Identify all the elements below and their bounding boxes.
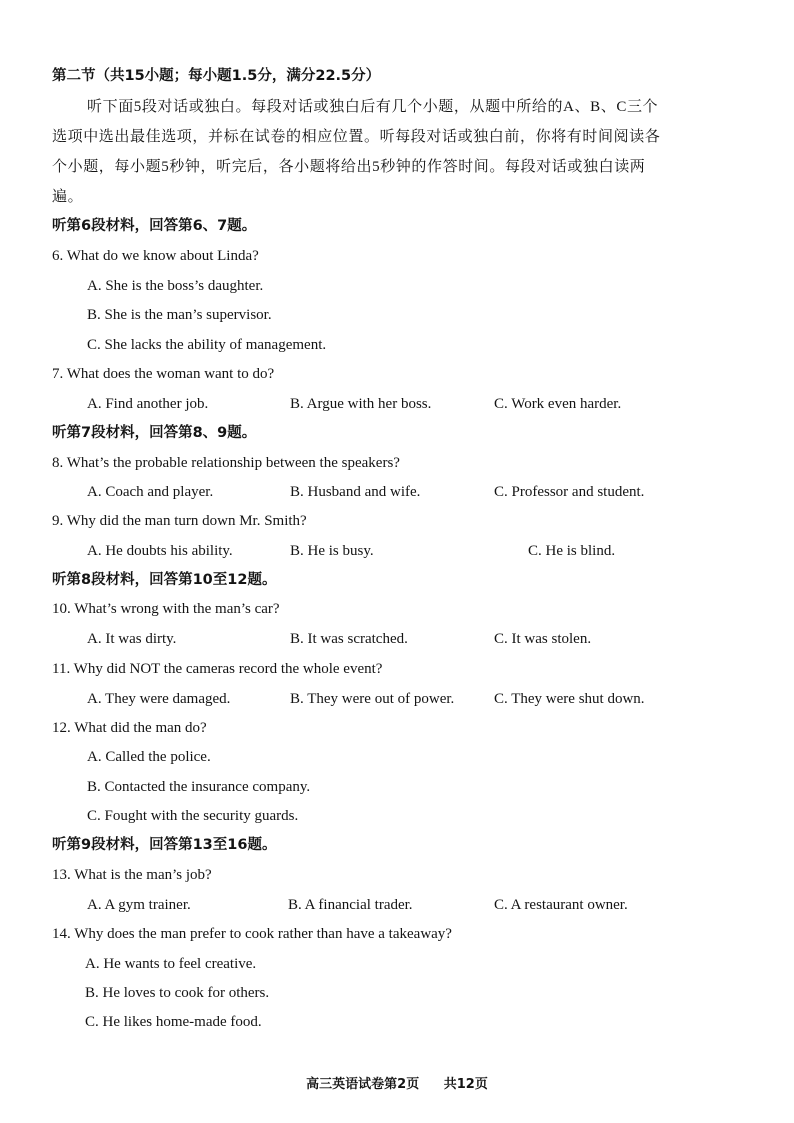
question-stem: 13. What is the man’s job? [52, 867, 212, 883]
option-b: B. It was scratched. [290, 631, 408, 647]
instruction-line: 遍。 [52, 189, 84, 205]
instruction-line: 听下面5段对话或独白。每段对话或独白后有几个小题，从题中所给的A、B、C三个 [87, 99, 659, 115]
question-stem: 7. What does the woman want to do? [52, 366, 275, 382]
option-b: B. A financial trader. [288, 897, 413, 913]
question-stem: 12. What did the man do? [52, 720, 207, 736]
question-stem: 14. Why does the man prefer to cook rather than have a takeaway? [52, 926, 452, 942]
option-b: B. He loves to cook for others. [85, 985, 270, 1001]
option-a: A. They were damaged. [87, 691, 231, 707]
option-b: B. They were out of power. [290, 691, 455, 707]
group-heading: 听第9段材料，回答第13至16题。 [52, 837, 277, 853]
instruction-line: 个小题，每小题5秒钟，听完后，各小题将给出5秒钟的作答时间。每段对话或独白读两 [52, 159, 646, 175]
option-b: B. She is the man’s supervisor. [87, 307, 272, 323]
option-c: C. Work even harder. [494, 396, 622, 412]
page-number: 高三英语试卷第2页 [306, 1077, 420, 1092]
page-footer [0, 1073, 794, 1092]
option-b: B. He is busy. [290, 543, 374, 559]
option-b: B. Argue with her boss. [290, 396, 432, 412]
option-c: C. He likes home-made food. [85, 1014, 262, 1030]
option-c: C. Professor and student. [494, 484, 645, 500]
question-stem: 9. Why did the man turn down Mr. Smith? [52, 513, 307, 529]
option-c: C. It was stolen. [494, 631, 592, 647]
page-total: 共12页 [443, 1077, 488, 1092]
question-stem: 8. What’s the probable relationship between the speakers? [52, 455, 400, 471]
question-stem: 10. What’s wrong with the man’s car? [52, 601, 280, 617]
question-stem: 6. What do we know about Linda? [52, 248, 259, 264]
option-a: A. Find another job. [87, 396, 209, 412]
option-c: C. She lacks the ability of management. [87, 337, 327, 353]
option-a: A. Coach and player. [87, 484, 214, 500]
option-a: A. He doubts his ability. [87, 543, 233, 559]
group-heading: 听第6段材料，回答第6、7题。 [52, 218, 257, 234]
option-a: A. He wants to feel creative. [85, 956, 257, 972]
group-heading: 听第8段材料，回答第10至12题。 [52, 572, 277, 588]
option-a: A. A gym trainer. [87, 897, 191, 913]
option-a: A. It was dirty. [87, 631, 177, 647]
option-c: C. Fought with the security guards. [87, 808, 299, 824]
option-c: C. They were shut down. [494, 691, 645, 707]
option-c: C. A restaurant owner. [494, 897, 628, 913]
option-c: C. He is blind. [528, 543, 616, 559]
section-title: 第二节（共15小题；每小题1.5分，满分22.5分） [52, 68, 381, 84]
instruction-line: 选项中选出最佳选项，并标在试卷的相应位置。听每段对话或独白前，你将有时间阅读各 [52, 129, 661, 145]
option-b: B. Husband and wife. [290, 484, 421, 500]
option-b: B. Contacted the insurance company. [87, 779, 311, 795]
group-heading: 听第7段材料，回答第8、9题。 [52, 425, 257, 441]
option-a: A. She is the boss’s daughter. [87, 278, 264, 294]
option-a: A. Called the police. [87, 749, 211, 765]
question-stem: 11. Why did NOT the cameras record the whole event? [52, 661, 383, 677]
